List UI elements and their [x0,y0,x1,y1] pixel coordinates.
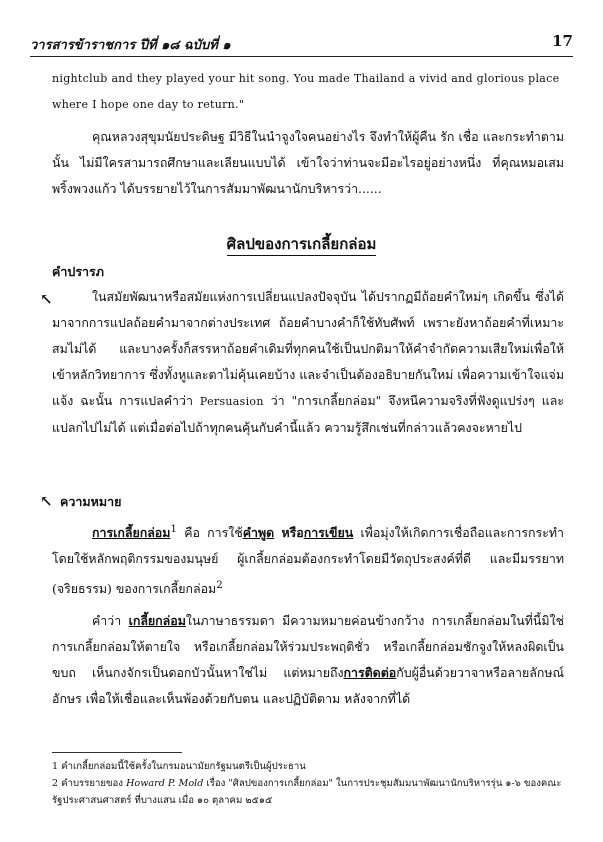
preface-text-a: ในสมัยพัฒนาหรือสมัยแห่งการเปลี่ยนแปลงปัจจุบัน ได้ปรากฏมีถ้อยคำใหม่ๆ เกิดขึ้น ซึ่งได้มาจากการแปลถ้อยคำมาจากต่างประเทศ ถ้อยคำบางคำก็ใช้ทับศัพท์ เพราะยังหาถ้อยคำที่เหมาะสมไม่ได้ และบางครั้งก็สรรหาถ้อยคำเดิมที่ทุกคนใช้เป็นปกติมาให้คำจำกัดความเสียใหม่เพื่อให้เข้าหลักวิทยาการ ซึ่งทั้งหูและตาไม่คุ้นเคยบ้าง และจำเป็นต้องอธิบายกันใหม่ เพื่อความเข้าใจแจ่มแจ้ง ฉะนั้น การแปลคำว่า [52,289,564,408]
meaning-text-2b: ในภาษาธรรมดา มีความหมายค่อนข้างกว้าง การเกลี้ยกล่อมในที่นี้มิใช่การเกลี้ยกล่อมให้ตายใจ หรือเกลี้ยกล่อมให้ร่วมประพฤติชั่ว หรือเกลี้ยกล่อมชักจูงให้หลงผิดเป็นขบถ เห็นกงจักรเป็นดอกบัวนั้นหาใช่ไม่ แต่หมายถึง [52,613,564,681]
term-persuasion: การเกลี้ยกล่อม [92,525,171,541]
footnote-2 [52,775,564,809]
meaning-text-2a: คำว่า [92,613,122,629]
footnote-2-text-b: เรื่อง "ศิลปของการเกลี้ยกล่อม" ในการประชุมสัมมนาพัฒนานักบริหารรุ่น ๑-๖ ของคณะรัฐประศาสนศาสตร์ ที่บางแสน เมื่อ ๑๐ ตุลาคม ๒๕๑๕ [52,778,562,806]
section-title [0,232,603,256]
footnote-ref-2: 2 [216,579,223,592]
meaning-text-1a: คือ การใช้ [184,525,243,541]
footnote-ref-1: 1 [170,523,177,535]
keyword-contact: การติดต่อ [343,665,397,681]
preface-paragraph [52,284,564,441]
page-number: 17 [552,32,573,50]
margin-mark-2: ↖ [40,492,53,510]
english-quote-line-2: where I hope one day to return." [52,98,245,111]
footnote-1: 1 คำเกลี้ยกล่อมนี้ใช้ครั้งในกรมอนามัยกรัฐมนตรีเป็นผู้ประธาน [52,761,306,772]
meaning-text-1b: เพื่อมุ่งให้เกิดการเชื่อถือและการกระทำ โดยใช้หลักพฤติกรรมของมนุษย์ ผู้เกลี้ยกล่อมต้องกระทำโดยมีวัตถุประสงค์ที่ดี และมีมรรยาท (จริยธรรม) ของการเกลี้ยกล่อม [52,525,564,597]
section-title-text: ศิลปของการเกลี้ยกล่อม [227,235,377,256]
meaning-paragraph-1 [52,516,564,602]
term-persuade: เกลี้ยกล่อม [128,613,186,629]
meaning-heading: ความหมาย [60,494,122,509]
preface-block [52,284,564,441]
footnotes [52,758,564,809]
preface-text-b: ว่า "การเกลี้ยกล่อม" จึงหนีความจริงที่ฟังดูแปร่งๆ และแปลกไปไม่ได้ แต่เมื่อต่อไปถ้าทุกคนคุ้นกับคำนี้แล้ว ความรู้สึกเช่นที่กล่าวแล้วคงจะหายไป [52,393,564,435]
margin-mark-1: ↖ [40,290,53,308]
meaning-block [52,516,564,712]
meaning-paragraph-2 [52,608,564,712]
preface-heading: คำปรารภ [52,264,105,279]
footnote-divider [52,752,182,753]
journal-title: วารสารข้าราชการ ปีที่ ๑๘ ฉบับที่ ๑ [30,38,231,53]
persuasion-term: Persuasion [199,395,264,408]
intro-paragraph: คุณหลวงสุขุมนัยประดิษฐ มีวิธีในนำจูงใจคนอย่างไร จึงทำให้ผู้คืน รัก เชื่อ และกระทำตาม นั้น ไม่มีใครสามารถศึกษาและเลียนแบบได้ เข้าใจว่าท่านจะมีอะไรอยู่อย่างหนึ่ง ที่คุณหมอเสม พริ้งพวงแก้ว ได้บรรยายไว้ในการสัมมาพัฒนานักบริหารว่า...... [52,129,564,196]
footnote-2-author: Howard P. Mold [126,778,204,789]
meaning-text-2c: กับผู้อื่นด้วยวาจาหรือลายลักษณ์อักษร เพื่อให้เชื่อและเห็นพ้องด้วยกับตน และปฏิบัติตาม หลังจากที่ได้ [52,665,564,707]
running-header [30,30,573,57]
keyword-speech: คำพูด [242,525,275,541]
footnote-2-text-a: 2 คำบรรยายของ [52,778,123,789]
keyword-or: หรือ [281,525,304,541]
english-quote-line-1: nightclub and they played your hit song. You made Thailand a vivid and glorious place [52,72,560,85]
intro-block [52,66,564,202]
keyword-writing: การเขียน [303,525,354,541]
